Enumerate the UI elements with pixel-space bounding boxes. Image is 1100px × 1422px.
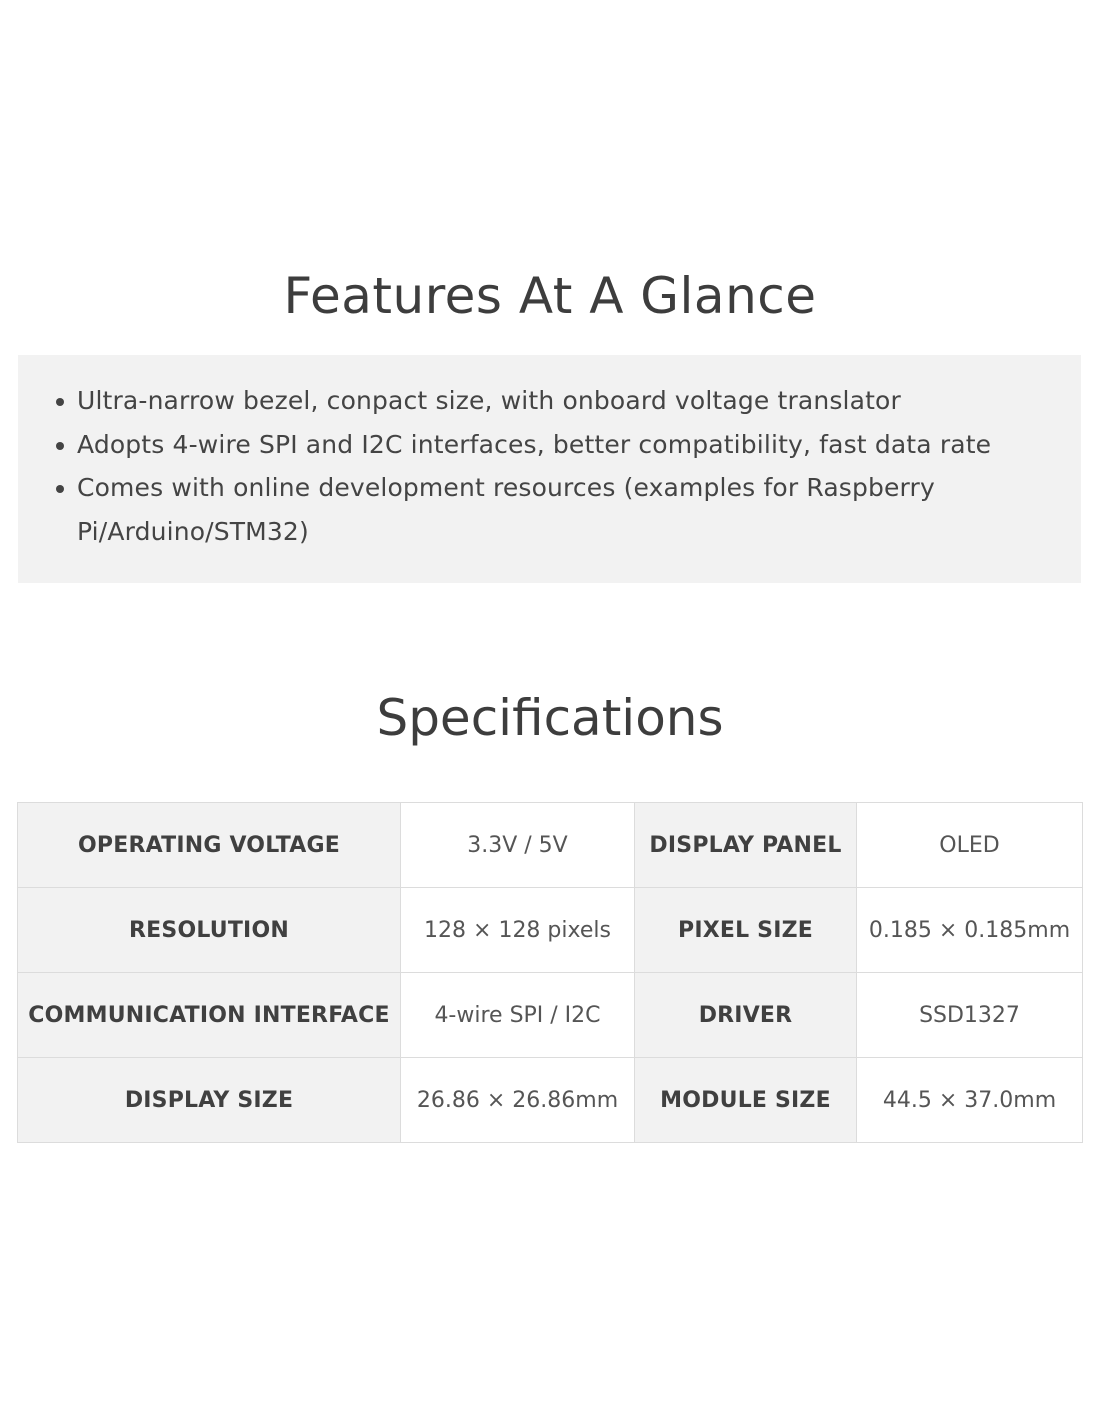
table-row bbox=[18, 1058, 1083, 1143]
spec-value: 128 × 128 pixels bbox=[401, 888, 635, 973]
spec-value: 44.5 × 37.0mm bbox=[857, 1058, 1083, 1143]
feature-item bbox=[58, 466, 1041, 553]
spec-value: 4-wire SPI / I2C bbox=[401, 973, 635, 1058]
table-row bbox=[18, 803, 1083, 888]
specifications-title: Specifications bbox=[376, 689, 724, 747]
feature-item bbox=[58, 423, 1041, 467]
specifications-table bbox=[17, 802, 1083, 1143]
features-list bbox=[58, 379, 1041, 553]
spec-value: 3.3V / 5V bbox=[401, 803, 635, 888]
spec-label: MODULE SIZE bbox=[635, 1058, 857, 1143]
bullet-icon bbox=[56, 485, 64, 493]
spec-label: PIXEL SIZE bbox=[635, 888, 857, 973]
feature-text: Ultra-narrow bezel, conpact size, with onboard voltage translator bbox=[77, 386, 901, 415]
spec-value: 26.86 × 26.86mm bbox=[401, 1058, 635, 1143]
spec-label: OPERATING VOLTAGE bbox=[18, 803, 401, 888]
spec-label: COMMUNICATION INTERFACE bbox=[18, 973, 401, 1058]
bullet-icon bbox=[56, 398, 64, 406]
spec-label: DISPLAY SIZE bbox=[18, 1058, 401, 1143]
feature-text: Comes with online development resources (examples for Raspberry Pi/Arduino/STM32) bbox=[77, 473, 935, 546]
spec-value: SSD1327 bbox=[857, 973, 1083, 1058]
spec-value: OLED bbox=[857, 803, 1083, 888]
features-box bbox=[18, 355, 1081, 583]
bullet-icon bbox=[56, 442, 64, 450]
feature-text: Adopts 4-wire SPI and I2C interfaces, better compatibility, fast data rate bbox=[77, 429, 992, 459]
feature-item bbox=[58, 379, 1041, 423]
table-row bbox=[18, 888, 1083, 973]
features-title: Features At A Glance bbox=[283, 267, 817, 325]
spec-label: RESOLUTION bbox=[18, 888, 401, 973]
spec-label: DRIVER bbox=[635, 973, 857, 1058]
spec-value: 0.185 × 0.185mm bbox=[857, 888, 1083, 973]
spec-label: DISPLAY PANEL bbox=[635, 803, 857, 888]
table-row bbox=[18, 973, 1083, 1058]
